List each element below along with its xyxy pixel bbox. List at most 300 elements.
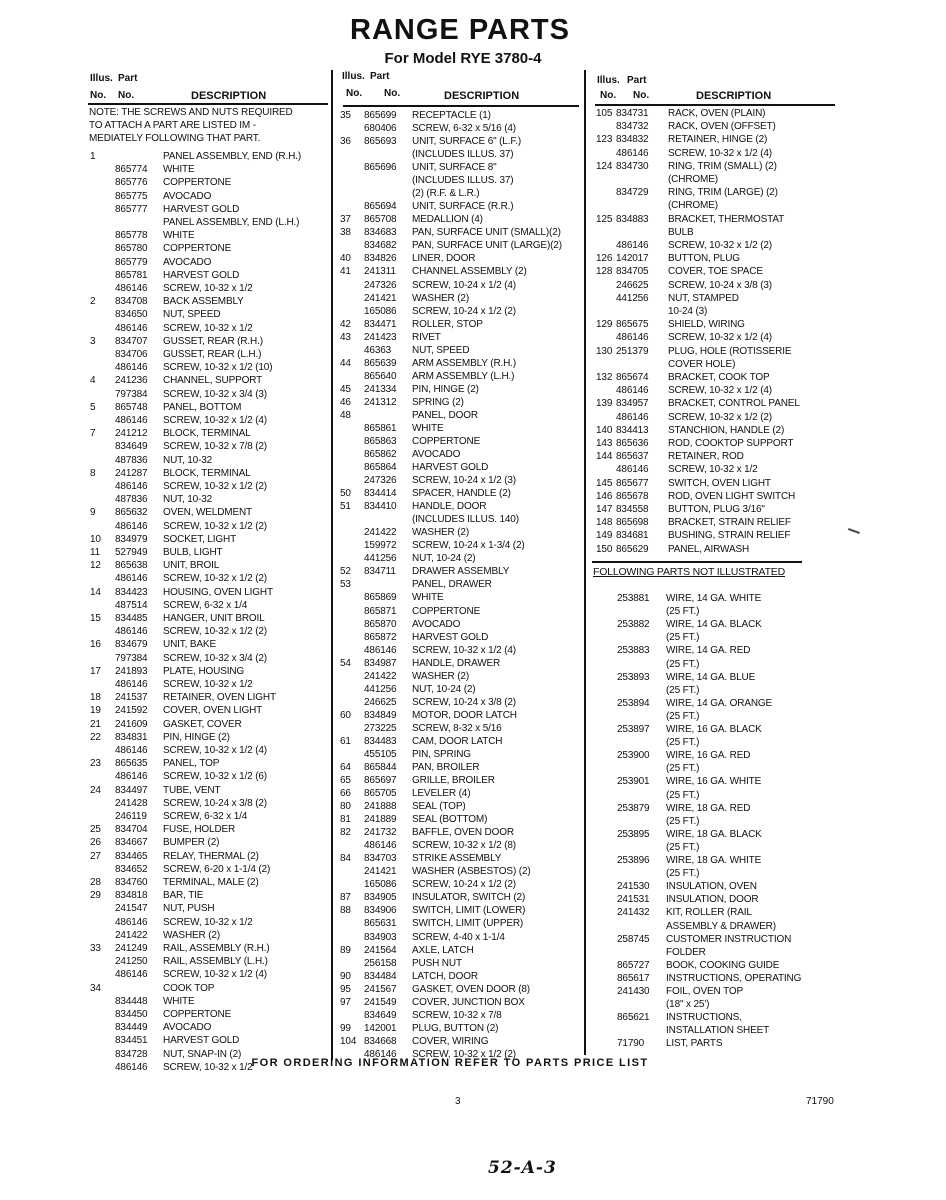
part-number: 253879 [617, 803, 650, 814]
part-number: 834705 [616, 266, 649, 277]
illus-number: 124 [596, 161, 613, 172]
illus-number: 129 [596, 319, 613, 330]
part-description: SCREW, 10-24 x 3/8 (2) [412, 697, 516, 708]
part-number: 834732 [616, 121, 649, 132]
part-number: 486146 [115, 415, 148, 426]
part-description: SCREW, 10-32 x 1/2 [163, 323, 253, 334]
illus-number: 90 [340, 971, 351, 982]
part-description: PANEL, AIRWASH [668, 544, 750, 555]
part-description: UNIT, BAKE [163, 639, 216, 650]
part-description: PLUG, HOLE (ROTISSERIE [668, 346, 792, 357]
part-number: 865617 [617, 973, 650, 984]
part-number: 486146 [616, 332, 649, 343]
part-description: BRACKET, THERMOSTAT [668, 214, 785, 225]
part-description: 10-24 (3) [668, 306, 708, 317]
part-description: NUT, STAMPED [668, 293, 739, 304]
part-description: BUTTON, PLUG 3/16" [668, 504, 765, 515]
illus-number: 29 [90, 890, 101, 901]
note-line: MEDIATELY FOLLOWING THAT PART. [89, 133, 261, 145]
part-number: 834667 [115, 837, 148, 848]
part-number: 253894 [617, 698, 650, 709]
part-number: 834448 [115, 996, 148, 1007]
header-rule [595, 104, 835, 106]
part-description: INSULATION, OVEN [666, 881, 757, 892]
header-part: Part [370, 71, 390, 82]
part-number: 865694 [364, 201, 397, 212]
part-number: 241250 [115, 956, 148, 967]
illus-number: 66 [340, 788, 351, 799]
part-number: 247326 [364, 280, 397, 291]
part-number: 834497 [115, 785, 148, 796]
part-number: 241428 [115, 798, 148, 809]
part-description: SCREW, 10-32 x 1/2 (4) [163, 969, 267, 980]
illus-number: 54 [340, 658, 351, 669]
header-description: DESCRIPTION [696, 90, 772, 102]
illus-number: 150 [596, 544, 613, 555]
part-description: (INCLUDES ILLUS. 37) [412, 149, 514, 160]
part-number: 865748 [115, 402, 148, 413]
illus-number: 18 [90, 692, 101, 703]
part-number: 486146 [115, 481, 148, 492]
part-description: SCREW, 10-32 x 1/2 (8) [412, 840, 516, 851]
part-description: WHITE [163, 230, 195, 241]
part-number: 834471 [364, 319, 397, 330]
part-description: AVOCADO [163, 191, 212, 202]
part-description: SPRING (2) [412, 397, 464, 408]
part-description: COPPERTONE [412, 606, 481, 617]
part-description: WASHER (2) [412, 671, 470, 682]
part-description: INSTALLATION SHEET [666, 1025, 770, 1036]
part-number: 441256 [364, 684, 397, 695]
part-description: SWITCH, LIMIT (UPPER) [412, 918, 524, 929]
part-number: 834652 [115, 864, 148, 875]
part-description: HOUSING, OVEN LIGHT [163, 587, 273, 598]
part-number: 834679 [115, 639, 148, 650]
part-description: WIRE, 18 GA. BLACK [666, 829, 762, 840]
part-description: WIRE, 16 GA. RED [666, 750, 751, 761]
part-number: 834707 [115, 336, 148, 347]
part-description: SEAL (TOP) [412, 801, 466, 812]
illus-number: 33 [90, 943, 101, 954]
part-description: SCREW, 8-32 x 5/16 [412, 723, 502, 734]
part-number: 865638 [115, 560, 148, 571]
illus-number: 126 [596, 253, 613, 264]
part-number: 834682 [364, 240, 397, 251]
part-number: 865869 [364, 592, 397, 603]
part-number: 865778 [115, 230, 148, 241]
part-number: 486146 [115, 917, 148, 928]
part-description: RETAINER, OVEN LIGHT [163, 692, 276, 703]
illus-number: 8 [90, 468, 96, 479]
part-description: PUSH NUT [412, 958, 462, 969]
part-number: 241549 [364, 997, 397, 1008]
header-rule [343, 105, 579, 107]
illus-number: 7 [90, 428, 96, 439]
part-number: 241430 [617, 986, 650, 997]
illus-number: 130 [596, 346, 613, 357]
header-no2: No. [633, 90, 650, 101]
part-number: 865727 [617, 960, 650, 971]
part-description: INSTRUCTIONS, [666, 1012, 742, 1023]
illus-number: 60 [340, 710, 351, 721]
part-number: 865629 [616, 544, 649, 555]
part-description: WHITE [412, 423, 444, 434]
illus-number: 10 [90, 534, 101, 545]
illus-number: 11 [90, 547, 101, 558]
part-description: COVER, TOE SPACE [668, 266, 763, 277]
part-description: COVER, OVEN LIGHT [163, 705, 263, 716]
part-description: SCREW, 10-32 x 1/2 [668, 464, 758, 475]
illus-number: 15 [90, 613, 101, 624]
part-number: 241888 [364, 801, 397, 812]
part-description: SCREW, 10-32 x 1/2 (4) [668, 332, 772, 343]
part-description: SCREW, 10-24 x 3/8 (2) [163, 798, 267, 809]
part-number: 486146 [115, 969, 148, 980]
part-number: 241334 [364, 384, 397, 395]
part-description: TUBE, VENT [163, 785, 221, 796]
part-description: NUT, PUSH [163, 903, 215, 914]
part-description: SCREW, 6-32 x 1/4 [163, 811, 248, 822]
part-description: PAN, SURFACE UNIT (LARGE)(2) [412, 240, 562, 251]
part-description: (CHROME) [668, 200, 718, 211]
document-number: 71790 [806, 1096, 834, 1107]
part-description: RELAY, THERMAL (2) [163, 851, 259, 862]
part-number: 834668 [364, 1036, 397, 1047]
part-description: BRACKET, CONTROL PANEL [668, 398, 800, 409]
part-number: 834818 [115, 890, 148, 901]
illus-number: 148 [596, 517, 613, 528]
part-number: 486146 [364, 1049, 397, 1060]
part-description: (25 FT.) [666, 659, 700, 670]
part-number: 865637 [616, 451, 649, 462]
part-number: 834708 [115, 296, 148, 307]
part-number: 865862 [364, 449, 397, 460]
part-number: 241547 [115, 903, 148, 914]
part-description: (25 FT.) [666, 711, 700, 722]
header-no2: No. [118, 90, 135, 101]
part-description: SCREW, 10-32 x 1/2 (4) [668, 385, 772, 396]
part-number: 246625 [364, 697, 397, 708]
part-description: SCREW, 10-24 x 1/2 (4) [412, 280, 516, 291]
part-description: ASSEMBLY & DRAWER) [666, 921, 776, 932]
part-description: BULB, LIGHT [163, 547, 223, 558]
part-description: CHANNEL ASSEMBLY (2) [412, 266, 527, 277]
header-no: No. [346, 88, 363, 99]
part-number: 834650 [115, 309, 148, 320]
part-description: NUT, 10-32 [163, 455, 213, 466]
part-description: BULB [668, 227, 694, 238]
illus-number: 145 [596, 478, 613, 489]
part-number: 486146 [616, 464, 649, 475]
part-description: SCREW, 10-32 x 1/2 (4) [163, 745, 267, 756]
part-description: WIRE, 18 GA. WHITE [666, 855, 762, 866]
part-number: 253895 [617, 829, 650, 840]
illus-number: 87 [340, 892, 351, 903]
part-description: AVOCADO [163, 257, 212, 268]
part-number: 834760 [115, 877, 148, 888]
illus-number: 41 [340, 266, 351, 277]
part-number: 865693 [364, 136, 397, 147]
part-description: WHITE [163, 996, 195, 1007]
part-description: SWITCH, LIMIT (LOWER) [412, 905, 526, 916]
part-description: SCREW, 10-24 x 3/8 (3) [668, 280, 772, 291]
part-number: 834704 [115, 824, 148, 835]
part-description: HANDLE, DRAWER [412, 658, 501, 669]
part-number: 441256 [364, 553, 397, 564]
illus-number: 4 [90, 375, 96, 386]
part-number: 865870 [364, 619, 397, 630]
part-number: 258745 [617, 934, 650, 945]
part-number: 455105 [364, 749, 397, 760]
part-description: UNIT, SURFACE 6" (L.F.) [412, 136, 522, 147]
illus-number: 81 [340, 814, 351, 825]
part-number: 865780 [115, 243, 148, 254]
part-description: BLOCK, TERMINAL [163, 468, 251, 479]
illus-number: 28 [90, 877, 101, 888]
part-number: 253900 [617, 750, 650, 761]
part-description: WASHER (ASBESTOS) (2) [412, 866, 531, 877]
part-number: 142017 [616, 253, 649, 264]
part-description: HARVEST GOLD [412, 632, 489, 643]
part-number: 865639 [364, 358, 397, 369]
part-description: WIRE, 14 GA. ORANGE [666, 698, 773, 709]
part-description: (25 FT.) [666, 763, 700, 774]
part-number: 486146 [115, 323, 148, 334]
part-description: SHIELD, WIRING [668, 319, 745, 330]
part-description: SCREW, 10-32 x 7/8 (2) [163, 441, 267, 452]
part-number: 865776 [115, 177, 148, 188]
header-illus: Illus. [90, 73, 113, 84]
part-number: 253881 [617, 593, 650, 604]
part-description: (2) (R.F. & L.R.) [412, 188, 480, 199]
part-number: 834826 [364, 253, 397, 264]
part-number: 834451 [115, 1035, 148, 1046]
illus-number: 16 [90, 639, 101, 650]
part-description: SCREW, 10-24 x 1-3/4 (2) [412, 540, 525, 551]
part-number: 865864 [364, 462, 397, 473]
part-description: RAIL, ASSEMBLY (L.H.) [163, 956, 268, 967]
part-number: 834987 [364, 658, 397, 669]
part-description: SCREW, 10-32 x 1/2 (2) [412, 1049, 516, 1060]
not-illustrated-heading: FOLLOWING PARTS NOT ILLUSTRATED [593, 566, 785, 578]
illus-number: 52 [340, 566, 351, 577]
part-description: GASKET, COVER [163, 719, 242, 730]
header-no: No. [90, 90, 107, 101]
part-description: SCREW, 10-32 x 1/2 (2) [163, 573, 267, 584]
part-description: SCREW, 10-32 x 1/2 (4) [668, 148, 772, 159]
part-description: WIRE, 14 GA. BLUE [666, 672, 756, 683]
part-description: STRIKE ASSEMBLY [412, 853, 502, 864]
part-description: PANEL, DOOR [412, 410, 478, 421]
illus-number: 65 [340, 775, 351, 786]
part-description: (25 FT.) [666, 816, 700, 827]
illus-number: 12 [90, 560, 101, 571]
part-description: SCREW, 6-32 x 1/4 [163, 600, 248, 611]
illus-number: 46 [340, 397, 351, 408]
part-description: UNIT, SURFACE (R.R.) [412, 201, 514, 212]
part-number: 865632 [115, 507, 148, 518]
part-number: 865697 [364, 775, 397, 786]
part-description: SCREW, 10-32 x 7/8 [412, 1010, 502, 1021]
part-number: 834449 [115, 1022, 148, 1033]
part-description: RING, TRIM (SMALL) (2) [668, 161, 777, 172]
part-description: ARM ASSEMBLY (R.H.) [412, 358, 517, 369]
part-description: WASHER (2) [412, 293, 470, 304]
part-description: BUTTON, PLUG [668, 253, 740, 264]
part-number: 71790 [617, 1038, 645, 1049]
part-description: SCREW, 10-32 x 1/2 (2) [163, 481, 267, 492]
illus-number: 105 [596, 108, 613, 119]
part-description: COVER HOLE) [668, 359, 736, 370]
part-number: 834649 [364, 1010, 397, 1021]
part-number: 834729 [616, 187, 649, 198]
part-number: 527949 [115, 547, 148, 558]
illus-number: 45 [340, 384, 351, 395]
part-description: SCREW, 10-32 x 1/2 [163, 917, 253, 928]
part-number: 486146 [115, 573, 148, 584]
part-number: 241287 [115, 468, 148, 479]
part-description: STANCHION, HANDLE (2) [668, 425, 785, 436]
part-description: SCREW, 10-32 x 1/2 (4) [163, 415, 267, 426]
illus-number: 42 [340, 319, 351, 330]
part-description: SCREW, 10-32 x 1/2 [163, 283, 253, 294]
part-number: 834483 [364, 736, 397, 747]
part-description: AVOCADO [412, 449, 461, 460]
part-description: SCREW, 10-32 x 1/2 (6) [163, 771, 267, 782]
illus-number: 26 [90, 837, 101, 848]
illus-number: 143 [596, 438, 613, 449]
part-description: WIRE, 14 GA. WHITE [666, 593, 762, 604]
part-number: 486146 [115, 626, 148, 637]
part-number: 834485 [115, 613, 148, 624]
illus-number: 128 [596, 266, 613, 277]
part-description: PANEL, BOTTOM [163, 402, 242, 413]
illus-number: 140 [596, 425, 613, 436]
part-number: 834414 [364, 488, 397, 499]
illus-number: 25 [90, 824, 101, 835]
part-number: 834706 [115, 349, 148, 360]
header-no2: No. [384, 88, 401, 99]
part-description: ROD, COOKTOP SUPPORT [668, 438, 794, 449]
part-number: 865696 [364, 162, 397, 173]
part-description: (25 FT.) [666, 632, 700, 643]
part-description: SCREW, 4-40 x 1-1/4 [412, 932, 505, 943]
part-description: GASKET, OVEN DOOR (8) [412, 984, 530, 995]
part-number: 253883 [617, 645, 650, 656]
part-description: BAR, TIE [163, 890, 204, 901]
part-description: (18" x 25') [666, 999, 710, 1010]
part-number: 834906 [364, 905, 397, 916]
part-number: 487836 [115, 494, 148, 505]
stray-mark [848, 528, 860, 534]
assembly-note [89, 106, 293, 146]
part-number: 834849 [364, 710, 397, 721]
part-description: GUSSET, REAR (L.H.) [163, 349, 262, 360]
illus-number: 80 [340, 801, 351, 812]
part-number: 834903 [364, 932, 397, 943]
part-description: SCREW, 10-32 x 1/2 [163, 679, 253, 690]
part-number: 865631 [364, 918, 397, 929]
part-description: PIN, HINGE (2) [412, 384, 479, 395]
part-number: 241609 [115, 719, 148, 730]
part-number: 834730 [616, 161, 649, 172]
part-number: 797384 [115, 389, 148, 400]
part-number: 253893 [617, 672, 650, 683]
part-description: FUSE, HOLDER [163, 824, 236, 835]
part-number: 865779 [115, 257, 148, 268]
illus-number: 40 [340, 253, 351, 264]
part-description: SCREW, 10-32 x 1/2 [163, 1062, 253, 1073]
part-number: 834731 [616, 108, 649, 119]
part-description: (25 FT.) [666, 685, 700, 696]
part-description: NUT, SPEED [163, 309, 221, 320]
part-description: AXLE, LATCH [412, 945, 474, 956]
part-description: BRACKET, STRAIN RELIEF [668, 517, 791, 528]
part-number: 253896 [617, 855, 650, 866]
part-number: 865621 [617, 1012, 650, 1023]
part-description: SEAL (BOTTOM) [412, 814, 488, 825]
part-description: (CHROME) [668, 174, 718, 185]
part-description: OVEN, WELDMENT [163, 507, 253, 518]
part-description: PAN, BROILER [412, 762, 480, 773]
part-number: 834683 [364, 227, 397, 238]
part-number: 865636 [616, 438, 649, 449]
part-description: SCREW, 10-32 x 3/4 (2) [163, 653, 267, 664]
part-description: PANEL ASSEMBLY, END (L.H.) [163, 217, 300, 228]
part-description: INSTRUCTIONS, OPERATING [666, 973, 802, 984]
part-number: 273225 [364, 723, 397, 734]
illus-number: 23 [90, 758, 101, 769]
part-number: 865774 [115, 164, 148, 175]
part-description: SPACER, HANDLE (2) [412, 488, 511, 499]
part-description: RIVET [412, 332, 441, 343]
part-description: RACK, OVEN (OFFSET) [668, 121, 776, 132]
part-description: WIRE, 14 GA. BLACK [666, 619, 762, 630]
part-number: 834413 [616, 425, 649, 436]
part-number: 834831 [115, 732, 148, 743]
part-description: WHITE [412, 592, 444, 603]
part-number: 251379 [616, 346, 649, 357]
part-description: WASHER (2) [412, 527, 470, 538]
illus-number: 50 [340, 488, 351, 499]
part-description: LIST, PARTS [666, 1038, 723, 1049]
part-description: LATCH, DOOR [412, 971, 478, 982]
column-divider [331, 70, 333, 1060]
header-no: No. [600, 90, 617, 101]
part-number: 486146 [616, 412, 649, 423]
part-number: 241564 [364, 945, 397, 956]
page-title: RANGE PARTS [350, 14, 570, 46]
part-description: BOOK, COOKING GUIDE [666, 960, 780, 971]
illus-number: 125 [596, 214, 613, 225]
part-description: RING, TRIM (LARGE) (2) [668, 187, 778, 198]
part-number: 834649 [115, 441, 148, 452]
note-line: TO ATTACH A PART ARE LISTED IM - [89, 120, 256, 132]
part-description: NUT, 10-24 (2) [412, 684, 476, 695]
illus-number: 99 [340, 1023, 351, 1034]
illus-number: 27 [90, 851, 101, 862]
part-number: 680406 [364, 123, 397, 134]
part-description: COPPERTONE [412, 436, 481, 447]
part-number: 486146 [115, 745, 148, 756]
part-number: 241531 [617, 894, 650, 905]
part-description: SCREW, 10-32 x 1/2 (10) [163, 362, 273, 373]
illus-number: 139 [596, 398, 613, 409]
part-description: SCREW, 6-32 x 5/16 (4) [412, 123, 516, 134]
part-number: 486146 [616, 148, 649, 159]
part-number: 486146 [364, 645, 397, 656]
illus-number: 144 [596, 451, 613, 462]
